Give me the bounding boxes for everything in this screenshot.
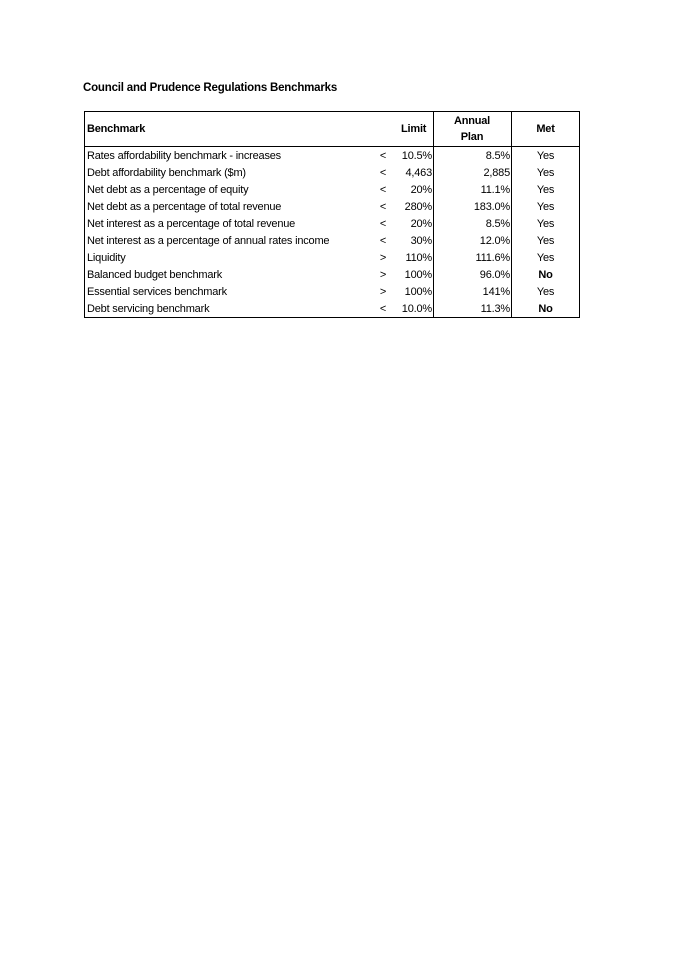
table-body — [85, 147, 580, 318]
annual-plan-cell: 8.5% — [434, 147, 512, 165]
benchmark-cell: Net interest as a percentage of annual rates income — [87, 234, 330, 247]
operator-cell: > — [379, 285, 387, 298]
benchmark-cell: Rates affordability benchmark - increases — [87, 149, 281, 162]
table-row — [85, 147, 580, 165]
limit-cell: 20% — [401, 215, 434, 232]
annual-plan-cell: 11.3% — [434, 300, 512, 318]
benchmark-cell: Net debt as a percentage of equity — [87, 183, 249, 196]
table-header-row — [85, 112, 580, 147]
met-cell: Yes — [536, 200, 555, 213]
table-row — [85, 198, 580, 215]
limit-cell: 100% — [401, 283, 434, 300]
limit-cell: 10.5% — [401, 147, 434, 165]
header-operator — [365, 112, 401, 147]
limit-cell: 4,463 — [401, 164, 434, 181]
benchmark-cell: Debt affordability benchmark ($m) — [87, 166, 246, 179]
operator-cell: < — [379, 166, 387, 179]
annual-plan-cell: 12.0% — [434, 232, 512, 249]
annual-plan-cell: 11.1% — [434, 181, 512, 198]
met-cell: Yes — [536, 183, 555, 196]
header-annual-plan-line1: Annual — [453, 115, 491, 127]
header-met: Met — [512, 112, 580, 147]
header-annual-plan — [434, 112, 512, 147]
annual-plan-cell: 96.0% — [434, 266, 512, 283]
operator-cell: < — [379, 302, 387, 315]
document-title: Council and Prudence Regulations Benchmarks — [83, 82, 338, 94]
table-row — [85, 300, 580, 318]
met-cell: Yes — [536, 234, 555, 247]
benchmark-cell: Debt servicing benchmark — [87, 302, 210, 315]
met-cell: Yes — [536, 166, 555, 179]
header-limit: Limit — [401, 112, 434, 147]
met-cell: Yes — [536, 285, 555, 298]
limit-cell: 20% — [401, 181, 434, 198]
annual-plan-cell: 141% — [434, 283, 512, 300]
met-cell: No — [538, 268, 553, 281]
benchmark-cell: Net debt as a percentage of total revenue — [87, 200, 282, 213]
operator-cell: < — [379, 149, 387, 162]
operator-cell: > — [379, 251, 387, 264]
operator-cell: < — [379, 234, 387, 247]
benchmarks-table — [84, 111, 580, 318]
met-cell: Yes — [536, 251, 555, 264]
annual-plan-cell: 183.0% — [434, 198, 512, 215]
operator-cell: > — [379, 268, 387, 281]
benchmark-cell: Essential services benchmark — [87, 285, 227, 298]
table-row — [85, 266, 580, 283]
table-row — [85, 164, 580, 181]
annual-plan-cell: 111.6% — [434, 249, 512, 266]
table-row — [85, 249, 580, 266]
benchmark-cell: Balanced budget benchmark — [87, 268, 223, 281]
annual-plan-cell: 8.5% — [434, 215, 512, 232]
benchmark-cell: Liquidity — [87, 251, 126, 264]
limit-cell: 10.0% — [401, 300, 434, 318]
table-row — [85, 232, 580, 249]
table-row — [85, 215, 580, 232]
table-row — [85, 181, 580, 198]
annual-plan-cell: 2,885 — [434, 164, 512, 181]
header-annual-plan-line2: Plan — [460, 131, 484, 143]
limit-cell: 100% — [401, 266, 434, 283]
limit-cell: 110% — [401, 249, 434, 266]
limit-cell: 30% — [401, 232, 434, 249]
operator-cell: < — [379, 183, 387, 196]
met-cell: No — [538, 302, 553, 315]
met-cell: Yes — [536, 149, 555, 162]
limit-cell: 280% — [401, 198, 434, 215]
operator-cell: < — [379, 200, 387, 213]
table-row — [85, 283, 580, 300]
met-cell: Yes — [536, 217, 555, 230]
header-benchmark: Benchmark — [85, 112, 366, 147]
operator-cell: < — [379, 217, 387, 230]
benchmark-cell: Net interest as a percentage of total revenue — [87, 217, 296, 230]
